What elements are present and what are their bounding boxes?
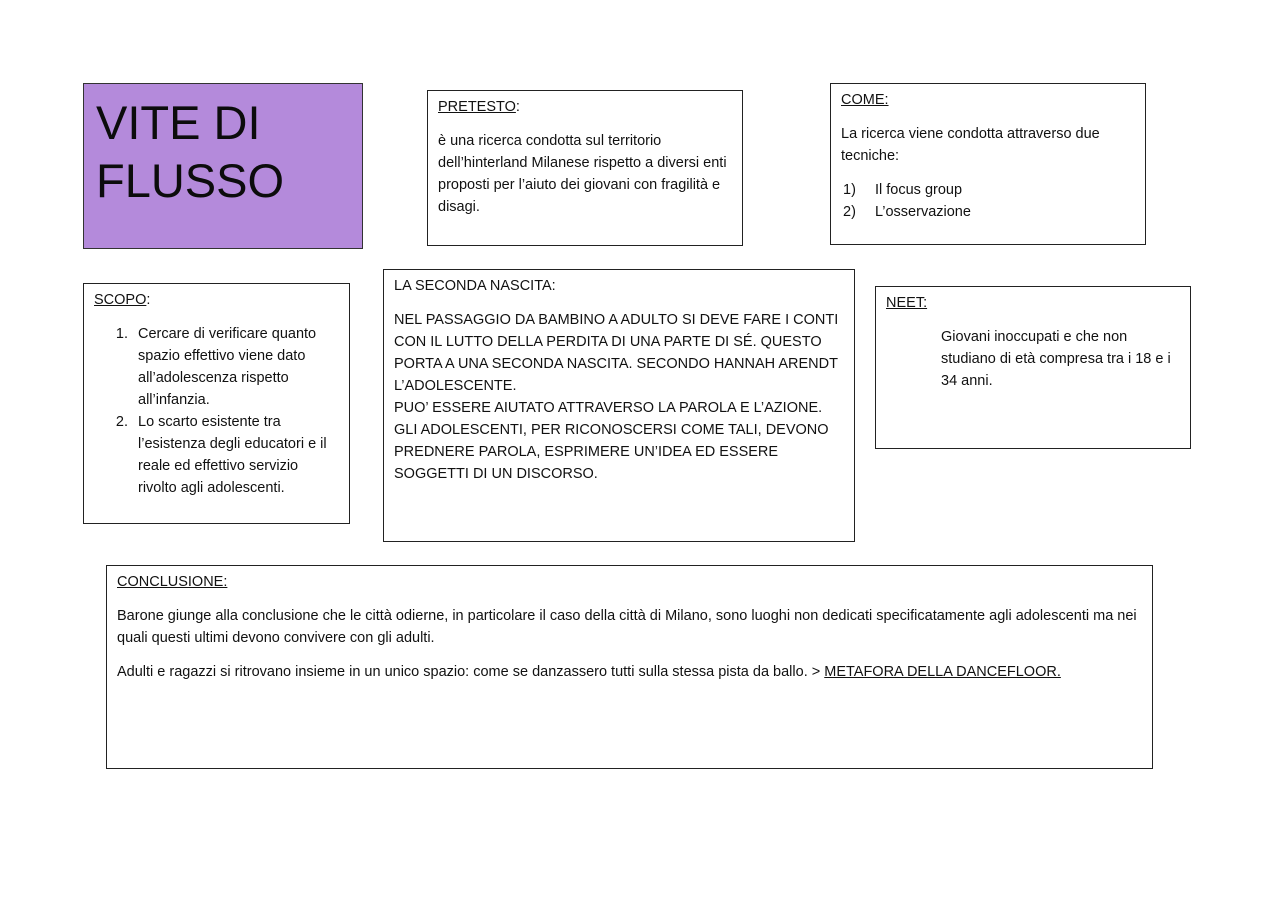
list-number: 1)	[843, 182, 856, 198]
list-item	[94, 323, 339, 411]
come-text: La ricerca viene condotta attraverso due tecniche:	[841, 126, 1100, 164]
pretesto-text: è una ricerca condotta sul territorio dell’hinterland Milanese rispetto a diversi enti proposti per l’aiuto dei giovani con fragilità e disagi.	[438, 133, 727, 215]
come-box	[830, 83, 1146, 245]
scopo-heading-colon: :	[146, 292, 151, 308]
pretesto-box	[427, 90, 743, 246]
neet-text: Giovani inoccupati e che non studiano di età compresa tra i 18 e i 34 anni.	[941, 329, 1171, 389]
neet-heading: NEET:	[886, 295, 928, 311]
conclusione-paragraph-1: Barone giunge alla conclusione che le città odierne, in particolare il caso della città di Milano, sono luoghi non dedicati specificatamente agli adolescenti ma nei quali questi ultimi devono convivere con gli adulti.	[117, 608, 1137, 646]
conclusione-paragraph-2	[117, 661, 1142, 683]
seconda-nascita-box	[383, 269, 855, 542]
neet-box	[875, 286, 1191, 449]
seconda-nascita-text: NEL PASSAGGIO DA BAMBINO A ADULTO SI DEVE FARE I CONTI CON IL LUTTO DELLA PERDITA DI UNA PARTE DI SÉ. QUESTO PORTA A UNA SECONDA NASCITA. SECONDO HANNAH ARENDT L’ADOLESCENTE. PUO’ ESSERE AIUTATO ATTRAVERSO LA PAROLA E L’AZIONE. GLI ADOLESCENTI, PER RICONOSCERSI COME TALI, DEVONO PREDNERE PAROLA, ESPRIMERE UN’IDEA ED ESSERE SOGGETTI DI UN DISCORSO.	[394, 312, 839, 482]
metafora-dancefloor-text: METAFORA DELLA DANCEFLOOR.	[824, 664, 1061, 680]
list-number: 1.	[115, 326, 128, 342]
title-line-2: FLUSSO	[96, 154, 285, 207]
scopo-list	[94, 323, 339, 499]
conclusione-paragraph-2-text: Adulti e ragazzi si ritrovano insieme in un unico spazio: come se danzassero tutti sulla stessa pista da ballo. >	[117, 664, 825, 680]
pretesto-heading-label: PRETESTO	[438, 99, 516, 115]
seconda-nascita-heading: LA SECONDA NASCITA:	[394, 278, 556, 294]
scopo-heading-label: SCOPO	[94, 292, 147, 308]
list-text: Cercare di verificare quanto spazio effettivo viene dato all’adolescenza rispetto all’infanzia.	[138, 326, 317, 408]
list-text: Lo scarto esistente tra l’esistenza degli educatori e il reale ed effettivo servizio rivolto agli adolescenti.	[138, 414, 327, 496]
pretesto-heading-colon: :	[515, 99, 520, 115]
list-item	[841, 179, 1135, 201]
list-item	[94, 411, 339, 499]
conclusione-box	[106, 565, 1153, 769]
list-text: L’osservazione	[875, 204, 971, 220]
title-box	[83, 83, 363, 249]
scopo-heading	[94, 289, 339, 311]
list-number: 2)	[843, 204, 856, 220]
list-text: Il focus group	[875, 182, 963, 198]
scopo-box	[83, 283, 350, 524]
list-item	[841, 201, 1135, 223]
list-number: 2.	[115, 414, 128, 430]
come-list	[841, 179, 1135, 223]
conclusione-heading: CONCLUSIONE:	[117, 574, 228, 590]
come-heading: COME:	[841, 92, 889, 108]
title-line-1: VITE DI	[96, 96, 261, 149]
pretesto-heading	[438, 96, 732, 118]
